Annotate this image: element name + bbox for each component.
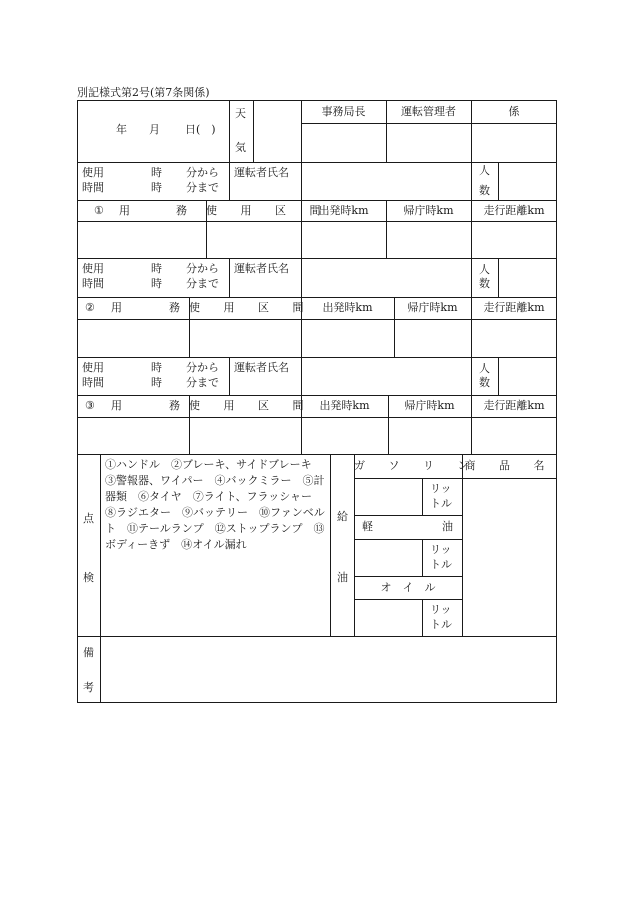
weather-label-1: 天 bbox=[235, 107, 246, 120]
fuel-divider bbox=[422, 599, 423, 636]
inspection-label: 点 bbox=[83, 512, 94, 525]
liter-unit: トル bbox=[430, 618, 452, 631]
liter-unit: リッ bbox=[430, 482, 452, 495]
fuel-divider bbox=[422, 478, 423, 515]
fuel-row-divider bbox=[354, 515, 462, 516]
distance-km-label: 走行距離km bbox=[483, 301, 545, 314]
row-divider bbox=[77, 200, 557, 201]
row-divider bbox=[77, 258, 557, 259]
remarks-label: 備 bbox=[83, 646, 94, 659]
hour-label: 時 bbox=[151, 181, 162, 194]
row-divider bbox=[77, 221, 557, 222]
cell-divider bbox=[229, 357, 230, 395]
section-label: 使 用 区 間 bbox=[189, 301, 314, 314]
depart-km-label: 出発時km bbox=[319, 399, 370, 412]
inspection-label: 検 bbox=[83, 571, 94, 584]
from-label: 分から bbox=[186, 166, 219, 179]
oil-label: オ イ ル bbox=[380, 581, 436, 594]
people-count-label: 数 bbox=[479, 277, 490, 290]
liter-unit: トル bbox=[430, 497, 452, 510]
from-label: 分から bbox=[186, 262, 219, 275]
form-title: 別記様式第2号(第7条関係) bbox=[77, 86, 210, 99]
hour-label: 時 bbox=[151, 361, 162, 374]
inspection-divider bbox=[330, 454, 331, 636]
cell-divider bbox=[471, 162, 472, 200]
liter-unit: リッ bbox=[430, 543, 452, 556]
use-time-label: 使用 bbox=[82, 166, 104, 179]
purpose-number: ① bbox=[94, 204, 104, 217]
approval-staff: 係 bbox=[508, 105, 520, 118]
remarks-divider bbox=[100, 636, 101, 703]
row-divider bbox=[77, 162, 557, 163]
cell-divider bbox=[301, 258, 302, 297]
cell-divider bbox=[229, 162, 230, 200]
use-time-label: 時間 bbox=[82, 181, 104, 194]
driver-name-label: 運転者氏名 bbox=[234, 262, 289, 275]
hour-label: 時 bbox=[151, 166, 162, 179]
use-time-label: 使用 bbox=[82, 262, 104, 275]
purpose-label: 務 bbox=[169, 301, 180, 314]
purpose-label: 用 bbox=[111, 301, 122, 314]
fuel-row-divider bbox=[354, 599, 462, 600]
section-label: 使 用 区 間 bbox=[189, 399, 314, 412]
until-label: 分まで bbox=[186, 181, 219, 194]
date-day: 日( ) bbox=[185, 123, 216, 136]
cell-divider bbox=[498, 162, 499, 200]
approval-manager: 運転管理者 bbox=[401, 105, 456, 118]
return-km-label: 帰庁時km bbox=[407, 301, 458, 314]
approval-director: 事務局長 bbox=[321, 105, 366, 118]
hour-label: 時 bbox=[151, 277, 162, 290]
fuel-row-divider bbox=[354, 478, 557, 479]
return-km-label: 帰庁時km bbox=[403, 204, 454, 217]
fuel-label: 油 bbox=[337, 571, 348, 584]
people-count-label: 数 bbox=[479, 376, 490, 389]
people-count-label: 人 bbox=[479, 362, 490, 375]
depart-km-label: 出発時km bbox=[322, 301, 373, 314]
from-label: 分から bbox=[186, 361, 219, 374]
section-label: 使 用 区 間 bbox=[206, 204, 331, 217]
row-divider bbox=[77, 454, 557, 455]
inspection-checklist: ①ハンドル ②ブレーキ、サイドブレーキ ③警報器、ワイパー ④バックミラー ⑤計器類 ⑥タイヤ ⑦ライト、フラッシャー ⑧ラジエター ⑨バッテリー ⑩ファンベルト ⑪テールランプ ⑫ストップランプ ⑬ボディーきず ⑭オイル漏れ bbox=[105, 458, 325, 551]
people-count-label: 人 bbox=[479, 164, 490, 177]
hour-label: 時 bbox=[151, 376, 162, 389]
cell-divider bbox=[301, 162, 302, 200]
row-divider bbox=[77, 297, 557, 298]
purpose-label: 用 bbox=[119, 204, 130, 217]
fuel-divider bbox=[462, 454, 463, 636]
return-km-label: 帰庁時km bbox=[404, 399, 455, 412]
row-divider bbox=[77, 319, 557, 320]
depart-km-label: 出発時km bbox=[318, 204, 369, 217]
fuel-row-divider bbox=[354, 539, 462, 540]
row-divider bbox=[77, 357, 557, 358]
cell-divider bbox=[471, 258, 472, 297]
row-divider bbox=[77, 395, 557, 396]
remarks-label: 考 bbox=[83, 681, 94, 694]
fuel-divider bbox=[422, 539, 423, 576]
until-label: 分まで bbox=[186, 277, 219, 290]
diesel-label: 軽 bbox=[362, 520, 373, 533]
approval-divider bbox=[301, 123, 557, 124]
use-time-label: 使用 bbox=[82, 361, 104, 374]
fuel-label: 給 bbox=[337, 510, 348, 523]
hour-label: 時 bbox=[151, 262, 162, 275]
diesel-label: 油 bbox=[442, 520, 453, 533]
cell-divider bbox=[229, 258, 230, 297]
cell-divider bbox=[498, 258, 499, 297]
liter-unit: トル bbox=[430, 558, 452, 571]
cell-divider bbox=[301, 357, 302, 395]
people-count-label: 数 bbox=[479, 184, 490, 197]
driver-name-label: 運転者氏名 bbox=[234, 361, 289, 374]
header-divider bbox=[229, 100, 230, 162]
driver-name-label: 運転者氏名 bbox=[234, 166, 289, 179]
purpose-label: 用 bbox=[111, 399, 122, 412]
distance-km-label: 走行距離km bbox=[483, 399, 545, 412]
inspection-divider bbox=[100, 454, 101, 636]
weather-label-2: 気 bbox=[235, 141, 246, 154]
fuel-divider bbox=[354, 454, 355, 636]
purpose-label: 務 bbox=[176, 204, 187, 217]
purpose-number: ③ bbox=[85, 399, 95, 412]
distance-km-label: 走行距離km bbox=[483, 204, 545, 217]
product-name-label: 商 品 名 bbox=[464, 459, 555, 472]
date-month: 月 bbox=[149, 123, 160, 136]
use-time-label: 時間 bbox=[82, 277, 104, 290]
date-year: 年 bbox=[116, 123, 127, 136]
until-label: 分まで bbox=[186, 376, 219, 389]
use-time-label: 時間 bbox=[82, 376, 104, 389]
people-count-label: 人 bbox=[479, 263, 490, 276]
row-divider bbox=[77, 636, 557, 637]
cell-divider bbox=[471, 357, 472, 395]
purpose-number: ② bbox=[85, 301, 95, 314]
purpose-label: 務 bbox=[169, 399, 180, 412]
gasoline-label: ガ ソ リ ン bbox=[354, 459, 479, 472]
row-divider bbox=[77, 417, 557, 418]
liter-unit: リッ bbox=[430, 603, 452, 616]
cell-divider bbox=[498, 357, 499, 395]
fuel-row-divider bbox=[354, 576, 462, 577]
header-divider bbox=[253, 100, 254, 162]
